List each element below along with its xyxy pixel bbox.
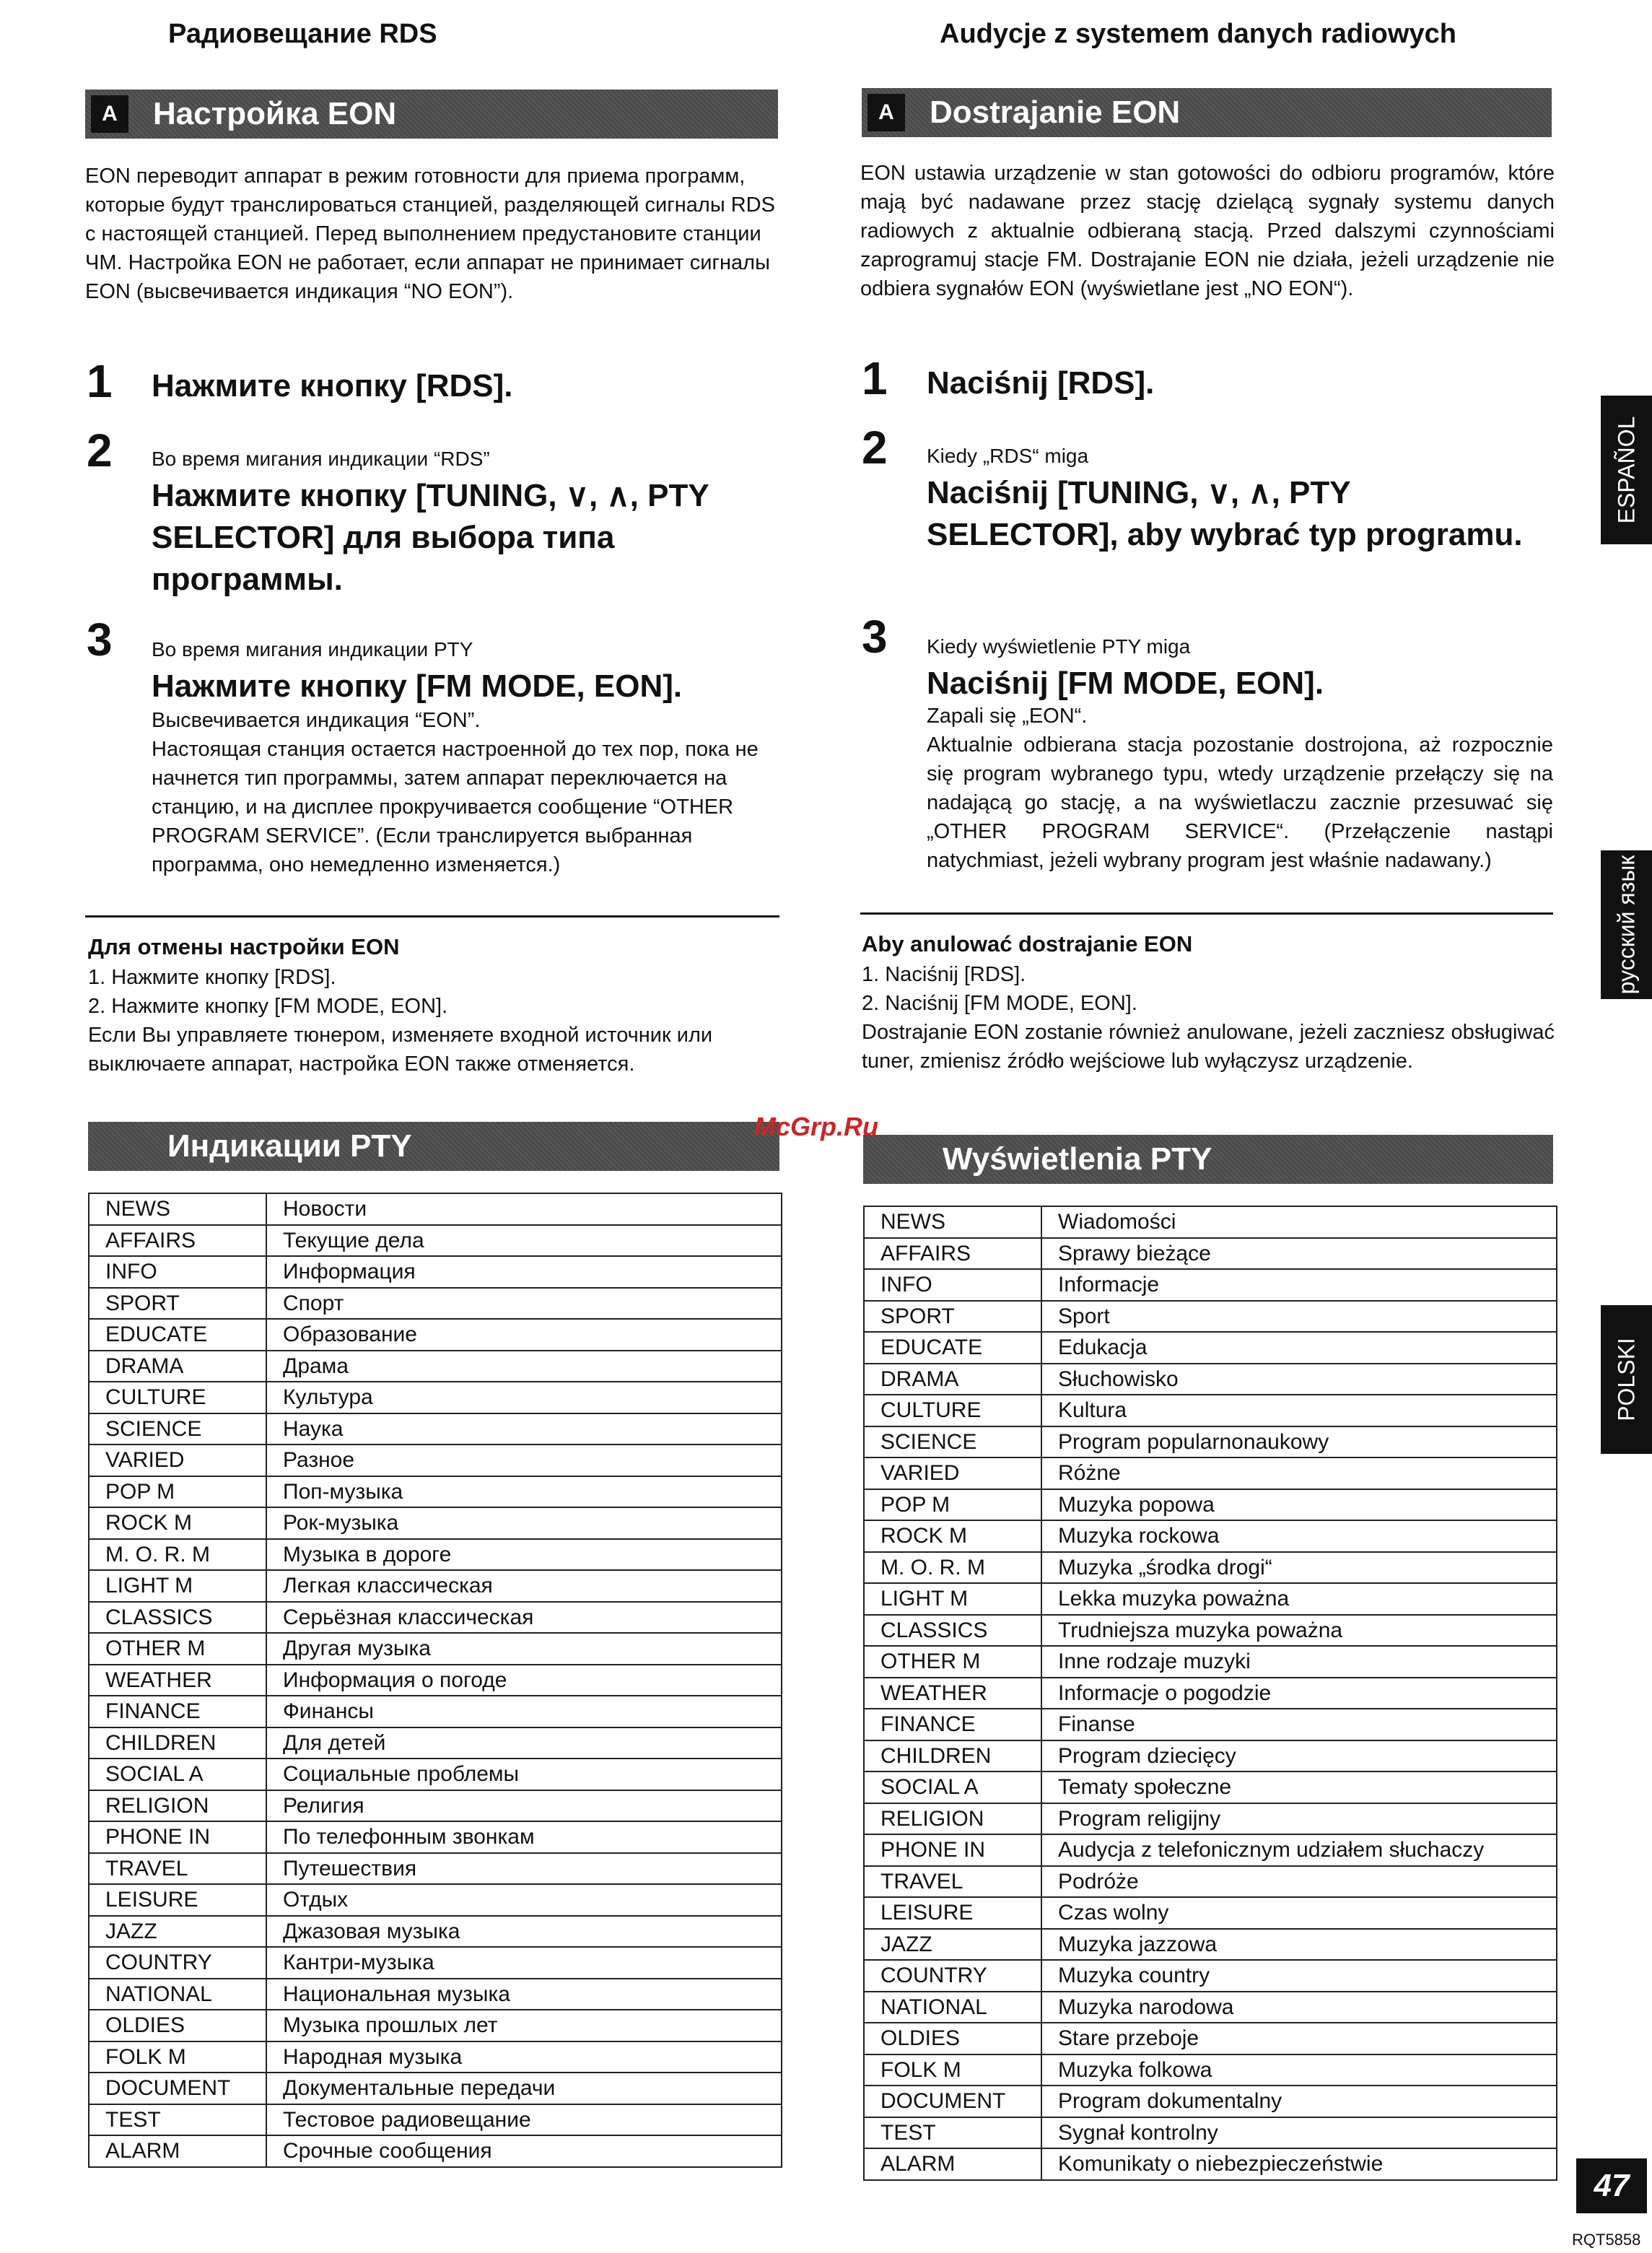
pty-row [89,2104,782,2136]
pty-meaning-cell: Народная музыка [266,2041,782,2073]
pty-row [864,1960,1557,1992]
page-heading-left: Радиовещание RDS [168,19,437,49]
cancel-heading-left: Для отмены настройки EON [88,934,400,959]
step-3-result-1: Zapali się „EON“. [927,705,1088,728]
pty-code-cell: PHONE IN [89,1821,266,1853]
pty-row [864,1646,1557,1678]
pty-meaning-cell: Легкая классическая [266,1570,782,1602]
pty-code-cell: CHILDREN [89,1727,266,1759]
pty-row [864,1772,1557,1803]
pty-meaning-cell: Muzyka narodowa [1041,1992,1557,2023]
pty-code-cell: PHONE IN [864,1834,1041,1866]
pty-code-cell: AFFAIRS [864,1238,1041,1270]
pty-row [89,1570,782,1602]
pty-meaning-cell: Образование [266,1319,782,1351]
pty-code-cell: NATIONAL [89,1979,266,2010]
divider-right [860,912,1553,915]
pty-row [864,1457,1557,1489]
pty-row [89,1288,782,1320]
pty-title-left: Индикации PTY [167,1128,412,1164]
pty-meaning-cell: Поп-музыка [266,1476,782,1508]
pty-row [89,1633,782,1665]
pty-row [89,1507,782,1539]
pty-code-cell: DRAMA [864,1364,1041,1395]
step-number-1: 1 [87,355,113,407]
pty-row [89,1853,782,1885]
pty-code-cell: WEATHER [864,1678,1041,1709]
step-2-condition: Во время мигания индикации “RDS” [152,448,490,470]
pty-row [864,1426,1557,1458]
intro-paragraph-left: EON переводит аппарат в режим готовности для приема программ, которые будут транслироваться станцией, разделяющей сигналы RDS с настоящей станцией. Перед выполнением предустановите станции ЧМ. Настройка EON не работает, если аппарат не принимает сигналы EON (высвечивается индикация “NO EON”). [85,165,775,303]
pty-meaning-cell: Muzyka rockowa [1041,1520,1557,1552]
pty-code-cell: OLDIES [89,2010,266,2041]
pty-row [864,1395,1557,1426]
pty-code-cell: M. O. R. M [864,1552,1041,1584]
pty-code-cell: VARIED [89,1444,266,1476]
language-tab-spanish [1601,396,1652,544]
pty-meaning-cell: Program dziecięcy [1041,1740,1557,1772]
pty-code-cell: TEST [89,2104,266,2136]
pty-row [864,1740,1557,1772]
divider-left [85,915,779,918]
pty-row [864,2023,1557,2054]
pty-code-cell: SPORT [864,1301,1041,1333]
pty-code-cell: SCIENCE [864,1426,1041,1458]
pty-row [864,1332,1557,1364]
pty-meaning-cell: Культура [266,1382,782,1413]
pty-row [89,2010,782,2041]
pty-code-cell: INFO [89,1256,266,1288]
pty-code-cell: COUNTRY [864,1960,1041,1992]
pty-table-right [863,1206,1557,2181]
cancel-step-1-left: 1. Нажмите кнопку [RDS]. [88,966,336,989]
pty-row [864,1552,1557,1584]
pty-meaning-cell: Драма [266,1351,782,1382]
pty-meaning-cell: Для детей [266,1727,782,1759]
section-letter: A [867,94,905,131]
pty-meaning-cell: Program popularnonaukowy [1041,1426,1557,1458]
pty-code-cell: M. O. R. M [89,1539,266,1571]
pty-meaning-cell: Stare przeboje [1041,2023,1557,2054]
pty-code-cell: EDUCATE [89,1319,266,1351]
pty-meaning-cell: Музыка прошлых лет [266,2010,782,2041]
pty-meaning-cell: Inne rodzaje muzyki [1041,1646,1557,1678]
pty-code-cell: RELIGION [89,1790,266,1822]
pty-row [89,1256,782,1288]
pty-meaning-cell: Кантри-музыка [266,1947,782,1979]
pty-code-cell: POP M [89,1476,266,1508]
pty-meaning-cell: Informacje o pogodzie [1041,1678,1557,1709]
pty-meaning-cell: Наука [266,1413,782,1445]
pty-meaning-cell: Отдых [266,1884,782,1916]
step-number-2: 2 [87,424,113,476]
pty-code-cell: CULTURE [864,1395,1041,1426]
pty-row [89,1225,782,1257]
pty-row [864,1992,1557,2023]
page-number: 47 [1576,2158,1647,2213]
pty-meaning-cell: Muzyka folkowa [1041,2054,1557,2086]
pty-meaning-cell: Słuchowisko [1041,1364,1557,1395]
pty-row [864,1709,1557,1740]
pty-meaning-cell: Finanse [1041,1709,1557,1740]
pty-code-cell: NATIONAL [864,1992,1041,2023]
pty-code-cell: SCIENCE [89,1413,266,1445]
pty-code-cell: NEWS [864,1206,1041,1238]
cancel-step-2-right: 2. Naciśnij [FM MODE, EON]. [862,992,1137,1015]
cancel-note-left: Если Вы управляете тюнером, изменяете входной источник или выключаете аппарат, настройка EON также отменяется. [88,1024,713,1076]
pty-row [89,2041,782,2073]
pty-code-cell: DRAMA [89,1351,266,1382]
pty-meaning-cell: Audycja z telefonicznym udziałem słuchaczy [1041,1834,1557,1866]
pty-code-cell: POP M [864,1489,1041,1521]
pty-row [864,1520,1557,1552]
pty-meaning-cell: Путешествия [266,1853,782,1885]
pty-row [89,1979,782,2010]
pty-row [89,2073,782,2104]
pty-code-cell: TRAVEL [89,1853,266,1885]
step-1-action: Naciśnij [RDS]. [927,365,1155,401]
pty-table-left [88,1193,782,2168]
pty-code-cell: JAZZ [89,1916,266,1948]
pty-row [89,1602,782,1634]
pty-row [89,1759,782,1790]
pty-meaning-cell: Wiadomości [1041,1206,1557,1238]
pty-row [864,1834,1557,1866]
pty-row [89,1884,782,1916]
pty-meaning-cell: Muzyka jazzowa [1041,1929,1557,1961]
pty-meaning-cell: Другая музыка [266,1633,782,1665]
pty-meaning-cell: Джазовая музыка [266,1916,782,1948]
pty-meaning-cell: Рок-музыка [266,1507,782,1539]
section-title: Dostrajanie EON [930,95,1181,130]
pty-meaning-cell: Tematy społeczne [1041,1772,1557,1803]
pty-meaning-cell: Program dokumentalny [1041,2086,1557,2117]
step-1-action: Нажмите кнопку [RDS]. [152,368,513,404]
pty-row [89,1916,782,1948]
pty-row [89,1696,782,1727]
pty-row [89,1413,782,1445]
pty-meaning-cell: Czas wolny [1041,1897,1557,1929]
pty-row [864,2054,1557,2086]
pty-code-cell: ROCK M [89,1507,266,1539]
pty-code-cell: LEISURE [89,1884,266,1916]
step-2-action: Нажмите кнопку [TUNING, ∨, ∧, PTY SELECTOR] для выбора типа программы. [152,478,709,597]
pty-code-cell: CULTURE [89,1382,266,1413]
document-code: RQT5858 [1572,2231,1641,2249]
pty-meaning-cell: Социальные проблемы [266,1759,782,1790]
pty-row [864,1615,1557,1647]
pty-meaning-cell: Финансы [266,1696,782,1727]
pty-meaning-cell: Podróże [1041,1866,1557,1898]
pty-bar-right [863,1135,1553,1184]
pty-meaning-cell: Edukacja [1041,1332,1557,1364]
pty-meaning-cell: Новости [266,1193,782,1225]
step-3-result-2: Aktualnie odbierana stacja pozostanie dostrojona, aż rozpocznie się program wybranego typu, wtedy urządzenie przełączy się na nadającą go stację, a na wyświetlaczu zacznie przesuwać się „OTHER PROGRAM SERVICE“. (Przełączenie nastąpi natychmiast, jeżeli wybrany program jest właśnie nadawany.) [927,733,1553,872]
pty-meaning-cell: Религия [266,1790,782,1822]
step-3-action: Нажмите кнопку [FM MODE, EON]. [152,668,683,704]
pty-code-cell: FOLK M [89,2041,266,2073]
pty-meaning-cell: Muzyka „środka drogi“ [1041,1552,1557,1584]
pty-code-cell: TRAVEL [864,1866,1041,1898]
pty-code-cell: LEISURE [864,1897,1041,1929]
step-number-3: 3 [87,614,113,666]
pty-meaning-cell: Sport [1041,1301,1557,1333]
step-number-2: 2 [862,422,888,474]
pty-code-cell: SOCIAL A [864,1772,1041,1803]
pty-meaning-cell: Sygnał kontrolny [1041,2117,1557,2149]
cancel-note-right: Dostrajanie EON zostanie również anulowane, jeżeli zaczniesz obsługiwać tuner, zmienisz źródło wejściowe lub wyłączysz urządzenie. [862,1021,1555,1073]
step-3-condition: Во время мигания индикации PTY [152,638,473,661]
pty-code-cell: LIGHT M [89,1570,266,1602]
pty-meaning-cell: Документальные передачи [266,2073,782,2104]
pty-code-cell: SOCIAL A [89,1759,266,1790]
pty-meaning-cell: Информация о погоде [266,1665,782,1696]
step-3-action: Naciśnij [FM MODE, EON]. [927,666,1324,701]
pty-title-right: Wyświetlenia PTY [943,1141,1212,1177]
pty-code-cell: OTHER M [89,1633,266,1665]
section-title: Настройка EON [153,96,397,131]
pty-row [864,1866,1557,1898]
pty-meaning-cell: Срочные сообщения [266,2135,782,2167]
pty-row [89,1790,782,1822]
pty-row [864,1301,1557,1333]
section-bar-eon-right [862,88,1552,137]
cancel-step-1-right: 1. Naciśnij [RDS]. [862,963,1026,986]
pty-code-cell: INFO [864,1269,1041,1301]
pty-code-cell: SPORT [89,1288,266,1320]
cancel-step-2-left: 2. Нажмите кнопку [FM MODE, EON]. [88,995,448,1018]
pty-code-cell: CLASSICS [89,1602,266,1634]
pty-code-cell: FINANCE [89,1696,266,1727]
pty-row [89,1351,782,1382]
pty-meaning-cell: Sprawy bieżące [1041,1238,1557,1270]
step-number-1: 1 [862,352,888,404]
step-number-3: 3 [862,611,888,663]
language-tab-russian [1601,850,1652,999]
pty-code-cell: JAZZ [864,1929,1041,1961]
pty-row [89,1476,782,1508]
pty-code-cell: AFFAIRS [89,1225,266,1257]
pty-meaning-cell: Informacje [1041,1269,1557,1301]
pty-code-cell: RELIGION [864,1803,1041,1835]
pty-meaning-cell: Текущие дела [266,1225,782,1257]
pty-row [864,1678,1557,1709]
pty-meaning-cell: Разное [266,1444,782,1476]
pty-meaning-cell: Muzyka country [1041,1960,1557,1992]
pty-code-cell: CLASSICS [864,1615,1041,1647]
pty-code-cell: NEWS [89,1193,266,1225]
pty-row [89,1727,782,1759]
pty-code-cell: COUNTRY [89,1947,266,1979]
step-2-condition: Kiedy „RDS“ miga [927,445,1089,467]
pty-row [864,1364,1557,1395]
pty-row [864,1897,1557,1929]
pty-code-cell: WEATHER [89,1665,266,1696]
pty-code-cell: DOCUMENT [89,2073,266,2104]
language-tab-label: русский язык [1613,855,1639,995]
pty-code-cell: ALARM [89,2135,266,2167]
pty-meaning-cell: По телефонным звонкам [266,1821,782,1853]
pty-row [89,1319,782,1351]
language-tab-label: POLSKI [1613,1338,1639,1421]
pty-code-cell: VARIED [864,1457,1041,1489]
pty-code-cell: FINANCE [864,1709,1041,1740]
pty-row [89,1821,782,1853]
intro-paragraph-right: EON ustawia urządzenie w stan gotowości do odbioru programów, które mają być nadawane przez stację dzielącą sygnały systemu danych radiowych z aktualnie odbieraną stacją. Przed dalszymi czynnościami zaprogramuj stacje FM. Dostrajanie EON nie działa, jeżeli urządzenie nie odbiera sygnałów EON (wyświetlane jest „NO EON“). [860,162,1555,300]
pty-row [864,1489,1557,1521]
language-tab-label: ESPAÑOL [1613,416,1639,524]
pty-code-cell: LIGHT M [864,1583,1041,1615]
pty-code-cell: OLDIES [864,2023,1041,2054]
pty-meaning-cell: Серьёзная классическая [266,1602,782,1634]
pty-meaning-cell: Trudniejsza muzyka poważna [1041,1615,1557,1647]
pty-code-cell: ROCK M [864,1520,1041,1552]
pty-row [864,2148,1557,2180]
page-heading-right: Audycje z systemem danych radiowych [940,19,1456,49]
pty-code-cell: CHILDREN [864,1740,1041,1772]
watermark: McGrp.Ru [754,1112,879,1141]
pty-meaning-cell: Музыка в дороге [266,1539,782,1571]
pty-row [89,1444,782,1476]
pty-row [89,1539,782,1571]
pty-row [89,2135,782,2167]
section-letter: A [91,95,128,133]
pty-row [864,1206,1557,1238]
pty-bar-left [88,1122,779,1171]
pty-row [864,2086,1557,2117]
cancel-heading-right: Aby anulować dostrajanie EON [862,931,1193,956]
language-tab-polish [1601,1305,1652,1454]
pty-row [864,2117,1557,2149]
pty-code-cell: EDUCATE [864,1332,1041,1364]
pty-meaning-cell: Program religijny [1041,1803,1557,1835]
pty-meaning-cell: Kultura [1041,1395,1557,1426]
pty-meaning-cell: Тестовое радиовещание [266,2104,782,2136]
pty-row [89,1193,782,1225]
pty-code-cell: ALARM [864,2148,1041,2180]
pty-row [89,1947,782,1979]
pty-meaning-cell: Muzyka popowa [1041,1489,1557,1521]
step-2-action: Naciśnij [TUNING, ∨, ∧, PTY SELECTOR], aby wybrać typ programu. [927,475,1523,552]
pty-row [864,1269,1557,1301]
pty-meaning-cell: Спорт [266,1288,782,1320]
pty-meaning-cell: Lekka muzyka poważna [1041,1583,1557,1615]
pty-meaning-cell: Różne [1041,1457,1557,1489]
pty-row [864,1929,1557,1961]
pty-meaning-cell: Информация [266,1256,782,1288]
pty-row [89,1665,782,1696]
pty-meaning-cell: Национальная музыка [266,1979,782,2010]
pty-code-cell: OTHER M [864,1646,1041,1678]
pty-row [89,1382,782,1413]
pty-meaning-cell: Komunikaty o niebezpieczeństwie [1041,2148,1557,2180]
pty-row [864,1803,1557,1835]
pty-row [864,1238,1557,1270]
pty-row [864,1583,1557,1615]
pty-code-cell: DOCUMENT [864,2086,1041,2117]
pty-code-cell: FOLK M [864,2054,1041,2086]
step-3-condition: Kiedy wyświetlenie PTY miga [927,635,1191,658]
step-3-result-2: Настоящая станция остается настроенной до тех пор, пока не начнется тип программы, затем аппарат переключается на станцию, и на дисплее прокручивается сообщение “OTHER PROGRAM SERVICE”. (Если транслируется выбранная программа, оно немедленно изменяется.) [152,738,759,876]
section-bar-eon-left [85,90,778,139]
pty-code-cell: TEST [864,2117,1041,2149]
step-3-result-1: Высвечивается индикация “EON”. [152,709,481,732]
